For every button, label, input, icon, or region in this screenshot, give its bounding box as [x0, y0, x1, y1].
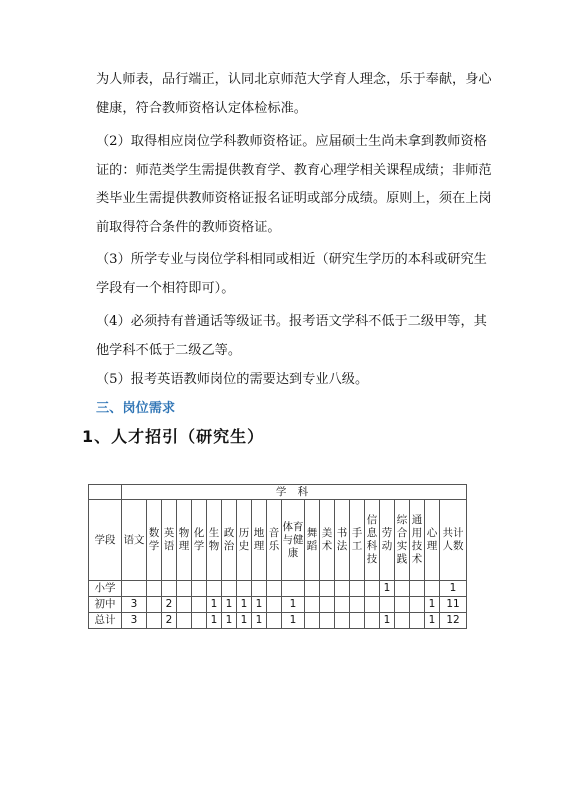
table-cell — [320, 613, 335, 629]
table-cell — [237, 581, 252, 597]
table-cell: 1 — [237, 613, 252, 629]
table-header-subject: 劳动 — [380, 500, 395, 581]
table-cell — [365, 597, 380, 613]
table-header-subject: 英语 — [162, 500, 177, 581]
paragraph-3: （3）所学专业与岗位学科相同或相近（研究生学历的本科或研究生学段有一个相符即可）。 — [96, 252, 487, 296]
table-header-subject: 书法 — [335, 500, 350, 581]
table-cell — [252, 581, 267, 597]
table-header-row — [89, 500, 467, 581]
table-header-subject: 政治 — [222, 500, 237, 581]
table-cell — [425, 581, 440, 597]
table-header-subject: 综合实践 — [395, 500, 410, 581]
table-cell — [222, 581, 237, 597]
table-cell: 1 — [252, 597, 267, 613]
table-cell: 3 — [122, 613, 147, 629]
table-cell — [410, 581, 425, 597]
table-cell — [177, 597, 192, 613]
table-cell — [147, 597, 162, 613]
table-header-subject: 手工 — [350, 500, 365, 581]
table-cell — [320, 581, 335, 597]
table-header-subject: 舞蹈 — [305, 500, 320, 581]
table-header-subject: 化学 — [192, 500, 207, 581]
section-title: 三、岗位需求 — [96, 401, 176, 416]
table-cell: 1 — [222, 613, 237, 629]
table-cell — [365, 581, 380, 597]
table-cell: 11 — [440, 597, 467, 613]
paragraph-4: （4）必须持有普通话等级证书。报考语文学科不低于二级甲等，其他学科不低于二级乙等。 — [96, 314, 487, 358]
table-cell: 1 — [380, 613, 395, 629]
table-cell — [147, 613, 162, 629]
table-cell — [335, 581, 350, 597]
table-cell — [192, 597, 207, 613]
table-header-subject: 通用技术 — [410, 500, 425, 581]
table-row — [89, 597, 467, 613]
paragraph-5: （5）报考英语教师岗位的需要达到专业八级。 — [96, 372, 369, 387]
table-header-subject: 音乐 — [267, 500, 282, 581]
table-header-subject: 生物 — [207, 500, 222, 581]
table-cell — [282, 581, 305, 597]
table-cell: 1 — [237, 597, 252, 613]
table-cell — [350, 613, 365, 629]
table-cell — [192, 613, 207, 629]
table-cell: 1 — [425, 613, 440, 629]
table-cell — [350, 581, 365, 597]
paragraph-1: 为人师表，品行端正，认同北京师范大学育人理念，乐于奉献，身心健康，符合教师资格认定体检标准。 — [96, 72, 492, 116]
table-cell: 1 — [380, 581, 395, 597]
table-cell — [380, 597, 395, 613]
positions-table — [88, 484, 467, 629]
paragraph-2: （2）取得相应岗位学科教师资格证。应届硕士生尚未拿到教师资格证的：师范类学生需提供教育学、教育心理学相关课程成绩；非师范类毕业生需提供教师资格证报名证明或部分成绩。原则上，须在上岗前取得符合条件的教师资格证。 — [96, 134, 492, 235]
table-cell — [192, 581, 207, 597]
table-cell — [177, 581, 192, 597]
table-row — [89, 581, 467, 597]
table-cell — [350, 597, 365, 613]
table-cell — [267, 581, 282, 597]
table-cell — [147, 581, 162, 597]
table-cell: 1 — [282, 597, 305, 613]
table-cell — [365, 613, 380, 629]
table-header-subject: 物理 — [177, 500, 192, 581]
table-header-subject: 数学 — [147, 500, 162, 581]
table-header-subject: 地理 — [252, 500, 267, 581]
table-header-subject: 历史 — [237, 500, 252, 581]
table-cell — [122, 581, 147, 597]
table-cell: 1 — [252, 613, 267, 629]
table-cell — [305, 597, 320, 613]
table-cell: 1 — [440, 581, 467, 597]
table-cell — [335, 613, 350, 629]
table-cell: 2 — [162, 597, 177, 613]
table-cell — [207, 581, 222, 597]
table-cell-stage: 小学 — [89, 581, 122, 597]
table-header-subject: 心理 — [425, 500, 440, 581]
table-header-subject: 美术 — [320, 500, 335, 581]
table-cell: 1 — [425, 597, 440, 613]
table-group-header-row — [89, 485, 467, 500]
table-cell — [395, 581, 410, 597]
table-cell — [305, 613, 320, 629]
table-cell: 1 — [282, 613, 305, 629]
table-cell: 1 — [207, 613, 222, 629]
table-header-subject: 信息科技 — [365, 500, 380, 581]
table-cell — [162, 581, 177, 597]
table-header-stage: 学段 — [89, 500, 122, 581]
table-cell — [177, 613, 192, 629]
table-group-header: 学 科 — [122, 485, 467, 500]
page-heading: 1、人才招引（研究生） — [82, 427, 265, 446]
table-header-subject: 体育与健康 — [282, 500, 305, 581]
table-cell — [335, 597, 350, 613]
table-cell: 3 — [122, 597, 147, 613]
table-cell-stage: 总计 — [89, 613, 122, 629]
table-header-subject: 共计人数 — [440, 500, 467, 581]
table-cell — [395, 613, 410, 629]
table-cell: 1 — [207, 597, 222, 613]
table-cell: 12 — [440, 613, 467, 629]
table-corner-cell — [89, 485, 122, 500]
table-cell — [267, 613, 282, 629]
table-cell: 2 — [162, 613, 177, 629]
table-cell-stage: 初中 — [89, 597, 122, 613]
table-row — [89, 613, 467, 629]
table-cell — [320, 597, 335, 613]
table-cell — [395, 597, 410, 613]
table-cell — [305, 581, 320, 597]
table-cell — [410, 613, 425, 629]
table-cell — [267, 597, 282, 613]
table-cell: 1 — [222, 597, 237, 613]
table-cell — [410, 597, 425, 613]
table-header-subject: 语文 — [122, 500, 147, 581]
